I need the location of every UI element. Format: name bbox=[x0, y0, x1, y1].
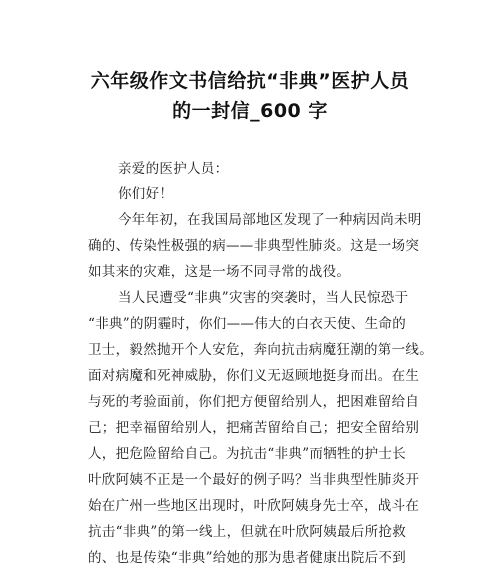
paragraph-line: 如其来的灾难，这是一场不同寻常的战役。 bbox=[88, 264, 351, 280]
paragraph-line: 今年年初，在我国局部地区发现了一种病因尚未明 bbox=[118, 212, 422, 228]
paragraph-line: 面对病魔和死神威胁，你们义无返顾地挺身而出。在生 bbox=[88, 368, 420, 384]
paragraph-line: “非典”的阴霾时，你们——伟大的白衣天使、生命的 bbox=[88, 316, 407, 332]
paragraph-line: 己；把幸福留给别人，把痛苦留给自己；把安全留给别 bbox=[88, 420, 420, 436]
paragraph-line: 叶欣阿姨不正是一个最好的例子吗？当非典型性肺炎开 bbox=[88, 472, 420, 488]
paragraph-line: 的、也是传染“非典”给她的那为患者健康出院后不到 bbox=[88, 550, 407, 566]
greeting: 你们好！ bbox=[118, 186, 174, 202]
paragraph-line: 人，把危险留给自己。为抗击“非典”而牺牲的护士长 bbox=[88, 446, 407, 462]
paragraph-line: 始在广州一些地区出现时，叶欣阿姨身先士卒，战斗在 bbox=[88, 498, 420, 514]
paragraph-line: 卫士，毅然抛开个人安危，奔向抗击病魔狂潮的第一线。 bbox=[88, 342, 433, 358]
paragraph-line: 当人民遭受“非典”灾害的突袭时，当人民惊恐于 bbox=[118, 290, 409, 306]
paragraph-line: 确的、传染性极强的病——非典型性肺炎。这是一场突 bbox=[88, 238, 420, 254]
document-title-line-2: 的一封信_600 字 bbox=[172, 100, 328, 122]
paragraph-line: 与死的考验面前，你们把方便留给别人，把困难留给自 bbox=[88, 394, 420, 410]
salutation: 亲爱的医护人员： bbox=[118, 161, 229, 177]
paragraph-line: 抗击“非典”的第一线上，但就在叶欣阿姨最后所抢救 bbox=[88, 524, 407, 540]
document-title-line-1: 六年级作文书信给抗“非典”医护人员 bbox=[90, 70, 410, 92]
